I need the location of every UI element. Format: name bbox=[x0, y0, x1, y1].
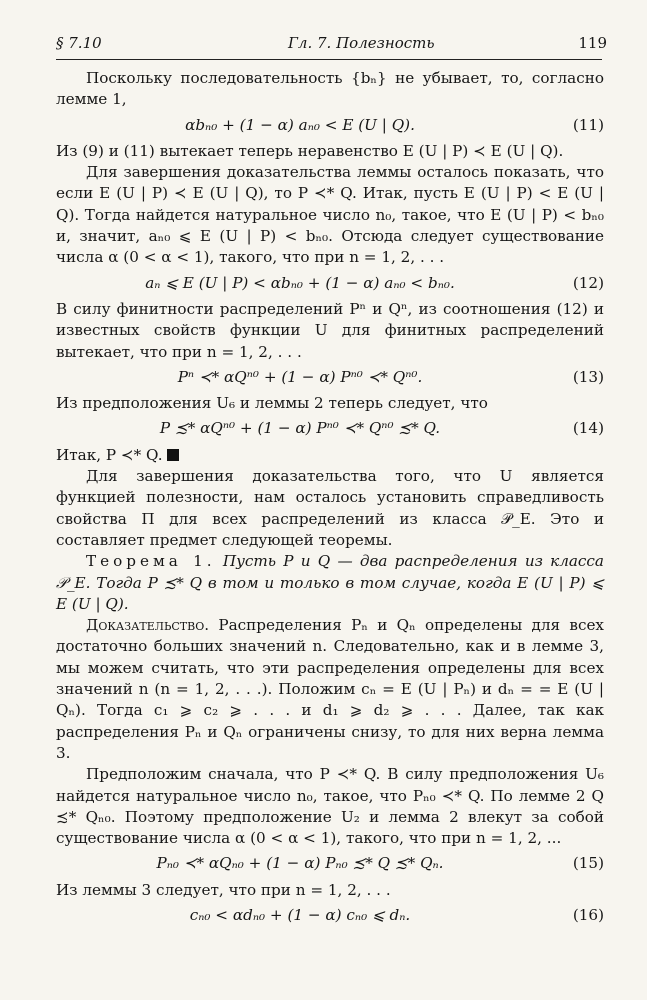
equation-number: (12) bbox=[572, 273, 604, 292]
paragraph: Предположим сначала, что P ≺* Q. В силу предположения U₆ найдется натуральное число n₀, такое, что Pₙ₀ ≺* Q. По лемме 2 Q ≾* Qₙ₀. Поэтому предположение U₂ и лемма 2 влекут за собой существование числа α (0 < α < 1), такого, что при n = 1, 2, ... bbox=[56, 765, 604, 848]
equation-body: P ≾* αQⁿ⁰ + (1 − α) Pⁿ⁰ ≺* Qⁿ⁰ ≾* Q. bbox=[159, 419, 441, 438]
equation-12 bbox=[56, 273, 604, 294]
equation-number: (11) bbox=[572, 115, 604, 134]
equation-15 bbox=[56, 853, 604, 874]
body-text bbox=[56, 68, 604, 931]
equation-11 bbox=[56, 115, 604, 136]
equation-14 bbox=[56, 418, 604, 439]
proof-label: Доказательство. bbox=[86, 616, 210, 635]
paragraph: Из леммы 3 следует, что при n = 1, 2, . . . bbox=[56, 880, 391, 899]
equation-number: (14) bbox=[572, 419, 604, 438]
conclusion-text: Итак, P ≺* Q. bbox=[56, 445, 163, 464]
theorem bbox=[56, 551, 604, 615]
paragraph: Для завершения доказательства того, что U является функцией полезности, нам осталось установить справедливость свойства П для всех распределений из класса 𝒫_E. Это и составляет предмет следующей теоремы. bbox=[56, 467, 604, 549]
page-number: 119 bbox=[578, 34, 607, 52]
chapter-title: Гл. 7. Полезность bbox=[288, 34, 435, 52]
equation-16 bbox=[56, 905, 604, 926]
equation-number: (13) bbox=[572, 367, 604, 386]
equation-body: Pₙ₀ ≺* αQₙ₀ + (1 − α) Pₙ₀ ≾* Q ≾* Qₙ. bbox=[156, 854, 444, 873]
equation-body: aₙ ⩽ E (U | P) < αbₙ₀ + (1 − α) aₙ₀ < bₙ₀. bbox=[145, 273, 455, 292]
equation-body: Pⁿ ≺* αQⁿ⁰ + (1 − α) Pⁿ⁰ ≺* Qⁿ⁰. bbox=[177, 367, 423, 386]
equation-13 bbox=[56, 367, 604, 388]
paragraph: Из предположения U₆ и леммы 2 теперь следует, что bbox=[56, 394, 488, 413]
header-rule bbox=[56, 59, 602, 60]
equation-number: (15) bbox=[572, 854, 604, 873]
paragraph: Поскольку последовательность {bₙ} не убывает, то, согласно лемме 1, bbox=[56, 69, 604, 109]
paragraph: Для завершения доказательства леммы осталось показать, что если E (U | P) ≺ E (U | Q), то P ≺* Q. Итак, пусть E (U | P) < E (U | Q). Тогда найдется натуральное число n₀, такое, что E (U | P) < bₙ₀ и, значит, aₙ₀ ⩽ E (U | P) < bₙ₀. Отсюда следует существование числа α (0 < α < 1), такого, что при n = 1, 2, . . . bbox=[56, 163, 604, 267]
proof bbox=[56, 615, 604, 764]
proof-text: Распределения Pₙ и Qₙ определены для всех достаточно больших значений n. Следовательно, как и в лемме 3, мы можем считать, что эти распределения определены для всех значений n (n = 1, 2, . . .). Положим cₙ = E (U | Pₙ) и dₙ = = E (U | Qₙ). Тогда c₁ ⩾ c₂ ⩾ . . . и d₁ ⩾ d₂ ⩾ . . . Далее, так как распределения Pₙ и Qₙ ограничены снизу, то для них верна лемма 3. bbox=[56, 616, 604, 762]
equation-body: cₙ₀ < αdₙ₀ + (1 − α) cₙ₀ ⩽ dₙ. bbox=[189, 905, 411, 924]
paragraph: В силу финитности распределений Pⁿ и Qⁿ, из соотношения (12) и известных свойств функции U для финитных распределений вытекает, что при n = 1, 2, . . . bbox=[56, 299, 604, 361]
theorem-label: Теорема 1. bbox=[86, 552, 216, 571]
running-header bbox=[56, 34, 607, 54]
equation-number: (16) bbox=[572, 905, 604, 924]
qed-square-icon bbox=[167, 449, 179, 461]
equation-body: αbₙ₀ + (1 − α) aₙ₀ < E (U | Q). bbox=[185, 115, 415, 134]
paragraph bbox=[56, 445, 604, 466]
section-number: § 7.10 bbox=[56, 34, 102, 52]
paragraph: Из (9) и (11) вытекает теперь неравенство E (U | P) ≺ E (U | Q). bbox=[56, 141, 564, 160]
theorem-statement: Пусть P и Q — два распределения из класса 𝒫_E. Тогда P ≾* Q в том и только в том случае, когда E (U | P) ⩽ E (U | Q). bbox=[56, 552, 604, 613]
